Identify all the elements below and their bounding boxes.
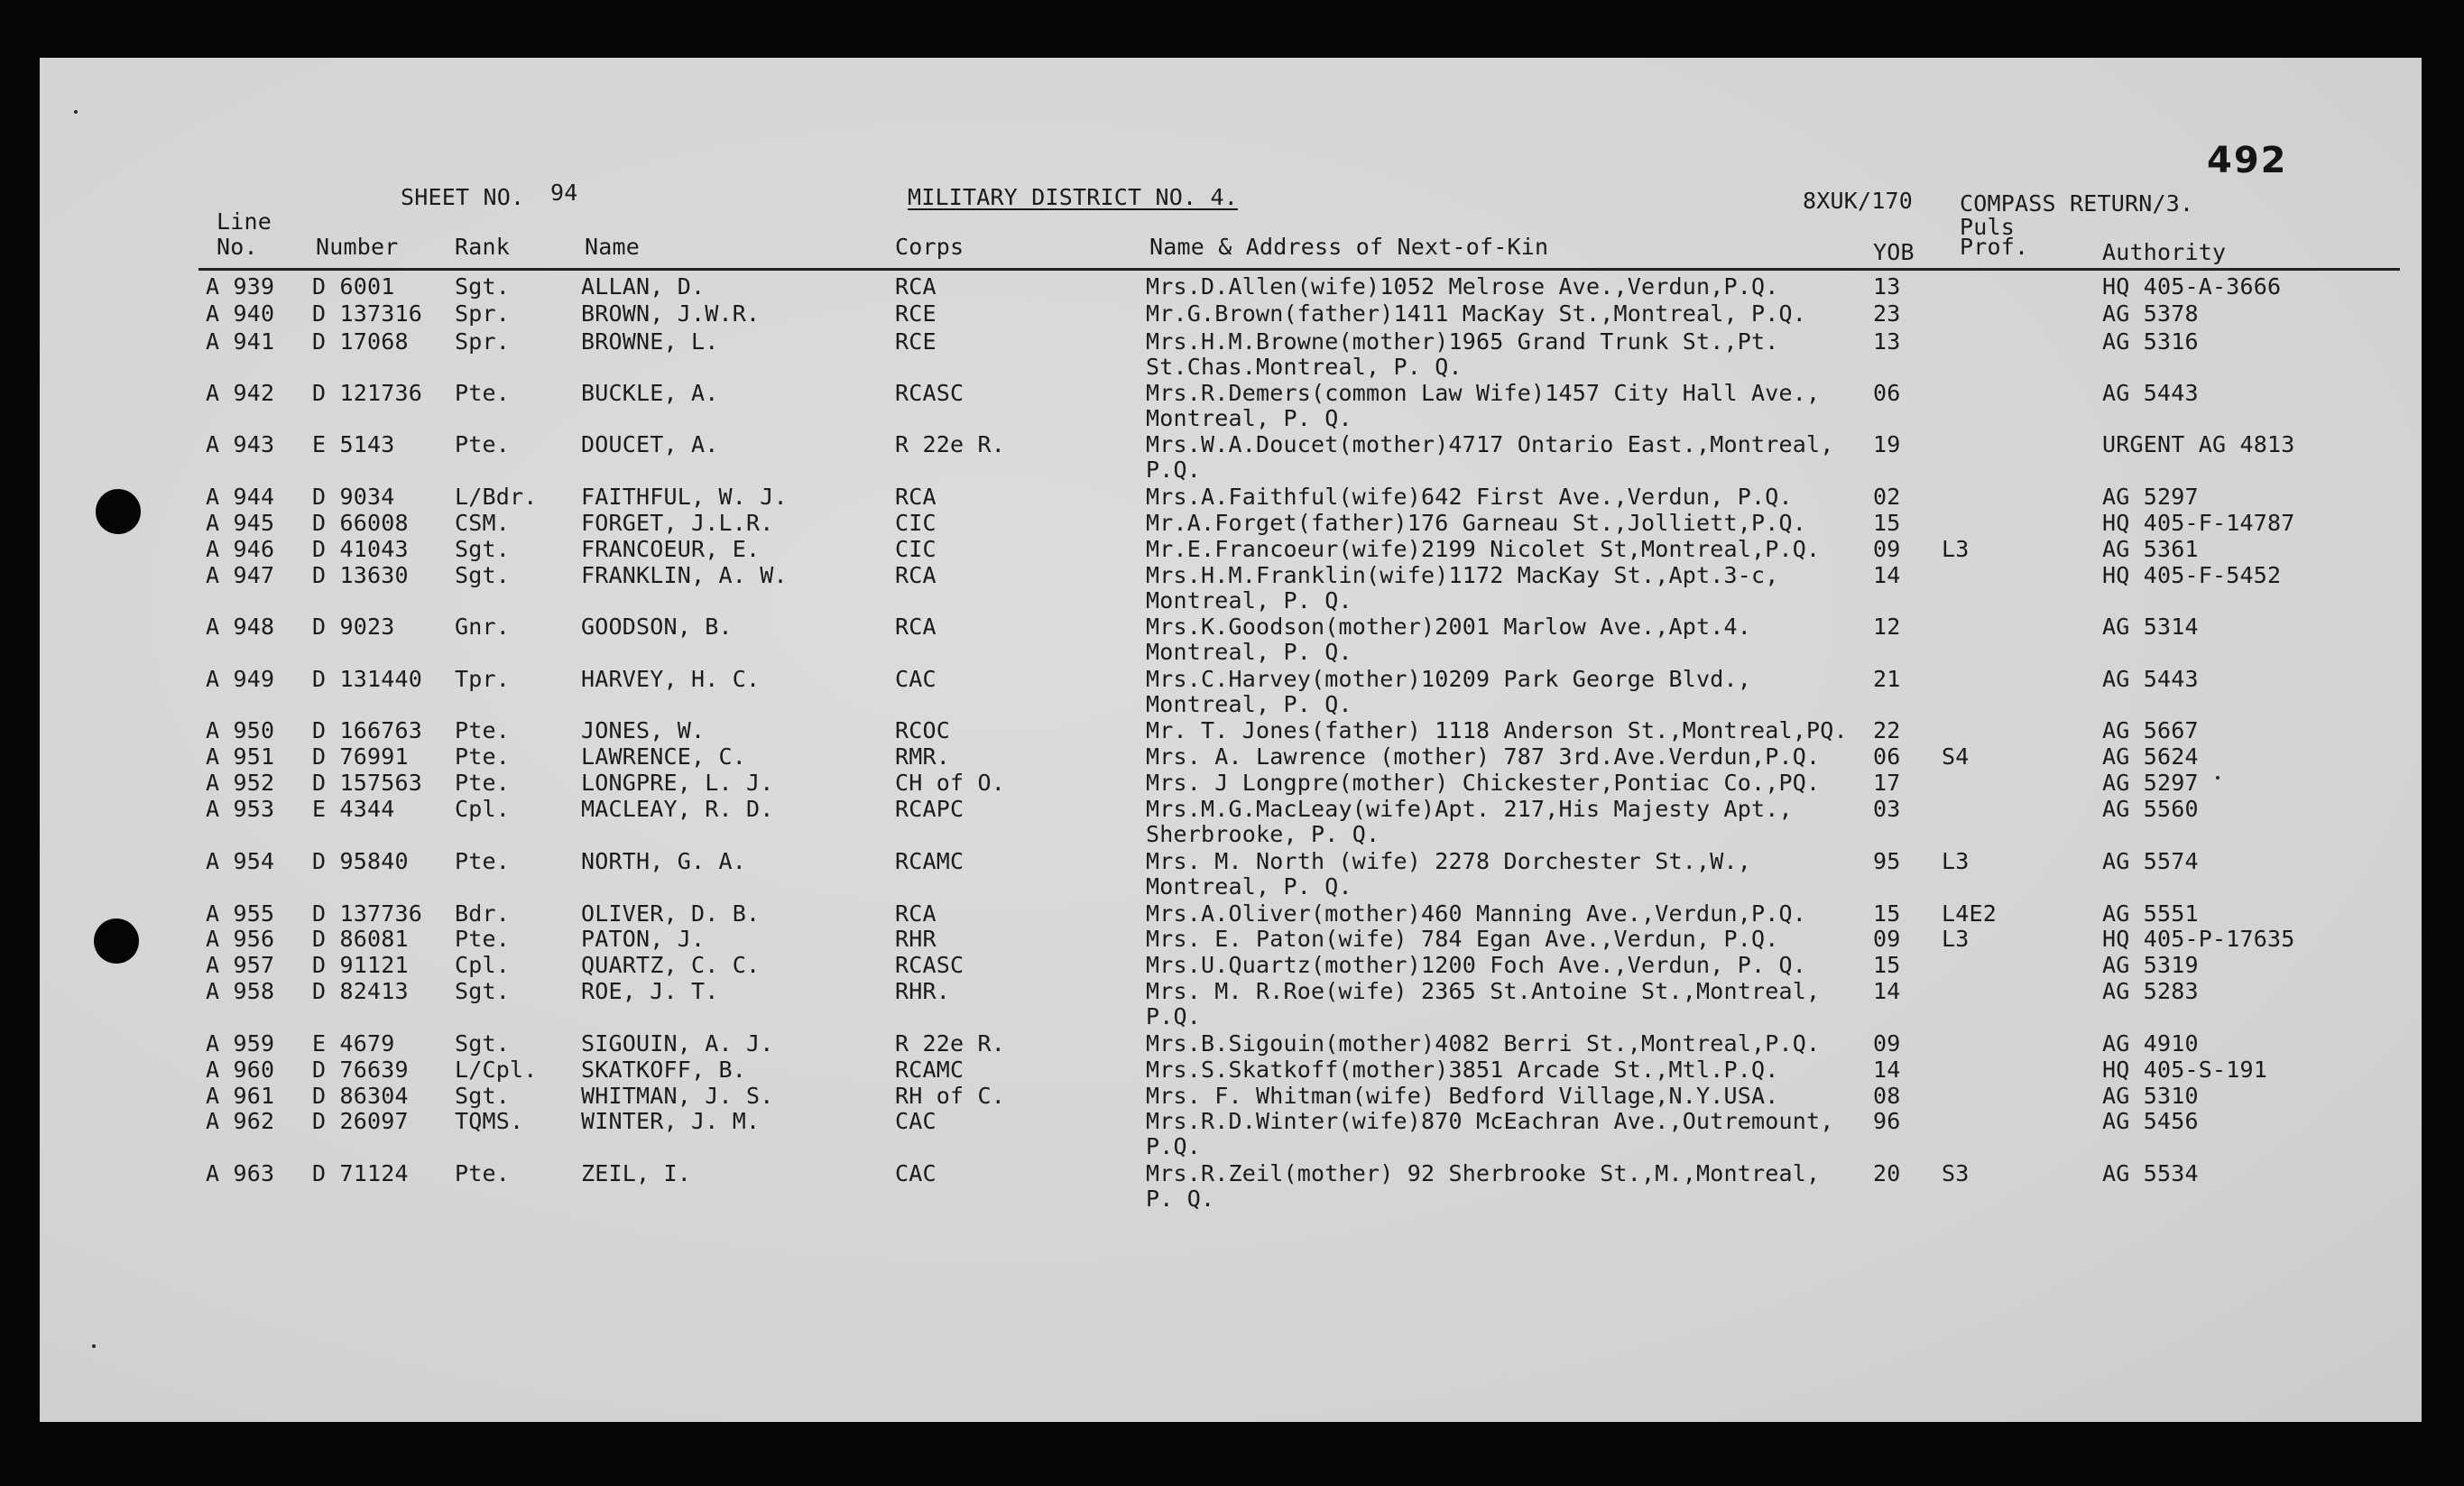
column-nok-header: Name & Address of Next-of-Kin xyxy=(1149,234,1549,260)
cell-corps: CAC xyxy=(895,1160,937,1186)
table-row xyxy=(40,1108,2422,1159)
cell-authority: AG 5378 xyxy=(2102,300,2199,327)
cell-next-of-kin: Mrs.A.Oliver(mother)460 Manning Ave.,Verdun,P.Q. xyxy=(1146,900,1807,927)
cell-authority: AG 5624 xyxy=(2102,743,2199,770)
cell-rank: Sgt. xyxy=(455,978,511,1004)
table-row xyxy=(40,1057,2422,1085)
cell-corps: CH of O. xyxy=(895,770,1006,796)
cell-yob: 14 xyxy=(1873,562,1901,588)
cell-name: FORGET, J.L.R. xyxy=(581,510,774,536)
table-row xyxy=(40,301,2422,328)
cell-authority: URGENT AG 4813 xyxy=(2102,431,2295,457)
table-row xyxy=(40,274,2422,301)
cell-corps: R 22e R. xyxy=(895,1030,1006,1057)
cell-rank: Sgt. xyxy=(455,273,511,300)
cell-name: ROE, J. T. xyxy=(581,978,719,1004)
table-row xyxy=(40,614,2422,665)
cell-next-of-kin-continued: Montreal, P. Q. xyxy=(1146,873,1352,900)
column-name-header: Name xyxy=(585,234,641,260)
cell-number: D 86304 xyxy=(312,1083,409,1109)
cell-corps: RCASC xyxy=(895,952,964,978)
cell-yob: 23 xyxy=(1873,300,1901,327)
cell-line: A 955 xyxy=(206,900,275,927)
cell-number: E 4344 xyxy=(312,796,395,822)
table-row xyxy=(40,771,2422,798)
cell-authority: AG 5574 xyxy=(2102,848,2199,874)
cell-yob: 09 xyxy=(1873,1030,1901,1057)
cell-number: D 95840 xyxy=(312,848,409,874)
cell-corps: RCASC xyxy=(895,380,964,406)
cell-corps: CAC xyxy=(895,666,937,692)
table-row xyxy=(40,848,2422,900)
cell-name: FRANCOEUR, E. xyxy=(581,536,761,562)
cell-next-of-kin: Mr.G.Brown(father)1411 MacKay St.,Montreal, P.Q. xyxy=(1146,300,1807,327)
cell-next-of-kin: Mrs.K.Goodson(mother)2001 Marlow Ave.,Apt.4. xyxy=(1146,614,1752,640)
cell-number: D 137736 xyxy=(312,900,423,927)
table-row xyxy=(40,485,2422,512)
cell-number: D 17068 xyxy=(312,328,409,355)
cell-corps: RH of C. xyxy=(895,1083,1006,1109)
cell-number: D 13630 xyxy=(312,562,409,588)
cell-authority: HQ 405-F-5452 xyxy=(2102,562,2282,588)
cell-number: D 76639 xyxy=(312,1057,409,1083)
cell-next-of-kin-continued: Montreal, P. Q. xyxy=(1146,639,1352,665)
cell-next-of-kin: Mrs.R.D.Winter(wife)870 McEachran Ave.,Outremount, xyxy=(1146,1108,1834,1134)
cell-corps: CIC xyxy=(895,536,937,562)
cell-number: E 5143 xyxy=(312,431,395,457)
cell-number: D 121736 xyxy=(312,380,423,406)
cell-name: GOODSON, B. xyxy=(581,614,733,640)
cell-next-of-kin-continued: Montreal, P. Q. xyxy=(1146,587,1352,614)
column-puls-header: Prof. xyxy=(1960,234,2029,260)
cell-name: WHITMAN, J. S. xyxy=(581,1083,774,1109)
cell-name: PATON, J. xyxy=(581,926,706,952)
cell-name: ZEIL, I. xyxy=(581,1160,692,1186)
cell-name: MACLEAY, R. D. xyxy=(581,796,774,822)
cell-line: A 949 xyxy=(206,666,275,692)
cell-line: A 940 xyxy=(206,300,275,327)
cell-line: A 960 xyxy=(206,1057,275,1083)
cell-authority: AG 5361 xyxy=(2102,536,2199,562)
cell-next-of-kin-continued: P.Q. xyxy=(1146,1003,1202,1029)
cell-corps: RCOC xyxy=(895,717,951,743)
table-row xyxy=(40,380,2422,431)
table-row xyxy=(40,431,2422,483)
cell-rank: Pte. xyxy=(455,743,511,770)
table-row xyxy=(40,927,2422,954)
cell-rank: TQMS. xyxy=(455,1108,524,1134)
cell-yob: 02 xyxy=(1873,484,1901,510)
cell-line: A 942 xyxy=(206,380,275,406)
cell-name: FAITHFUL, W. J. xyxy=(581,484,788,510)
cell-line: A 961 xyxy=(206,1083,275,1109)
cell-next-of-kin: Mrs.R.Zeil(mother) 92 Sherbrooke St.,M.,Montreal, xyxy=(1146,1160,1821,1186)
table-row xyxy=(40,901,2422,928)
cell-number: D 86081 xyxy=(312,926,409,952)
cell-yob: 03 xyxy=(1873,796,1901,822)
table-row xyxy=(40,1160,2422,1212)
cell-rank: Pte. xyxy=(455,1160,511,1186)
cell-next-of-kin-continued: Montreal, P. Q. xyxy=(1146,405,1352,431)
column-corps-header: Corps xyxy=(895,234,964,260)
cell-authority: AG 5283 xyxy=(2102,978,2199,1004)
cell-name: SIGOUIN, A. J. xyxy=(581,1030,774,1057)
cell-number: D 26097 xyxy=(312,1108,409,1134)
cell-corps: RHR xyxy=(895,926,937,952)
cell-authority: AG 5319 xyxy=(2102,952,2199,978)
cell-yob: 13 xyxy=(1873,273,1901,300)
cell-next-of-kin: Mrs. M. North (wife) 2278 Dorchester St.,W., xyxy=(1146,848,1752,874)
cell-next-of-kin-continued: P.Q. xyxy=(1146,457,1202,483)
cell-puls: L3 xyxy=(1942,536,1970,562)
cell-number: D 41043 xyxy=(312,536,409,562)
cell-corps: RCAPC xyxy=(895,796,964,822)
cell-next-of-kin: Mrs.B.Sigouin(mother)4082 Berri St.,Montreal,P.Q. xyxy=(1146,1030,1821,1057)
cell-rank: Pte. xyxy=(455,380,511,406)
table-row xyxy=(40,537,2422,564)
column-number-header: Number xyxy=(316,234,399,260)
table-row xyxy=(40,718,2422,745)
cell-yob: 15 xyxy=(1873,952,1901,978)
cell-number: D 82413 xyxy=(312,978,409,1004)
return-title: COMPASS RETURN/3. xyxy=(1960,190,2194,217)
cell-next-of-kin: Mrs.D.Allen(wife)1052 Melrose Ave.,Verdun,P.Q. xyxy=(1146,273,1779,300)
cell-line: A 941 xyxy=(206,328,275,355)
cell-corps: RCA xyxy=(895,562,937,588)
cell-yob: 15 xyxy=(1873,900,1901,927)
cell-name: LONGPRE, L. J. xyxy=(581,770,774,796)
cell-corps: RCE xyxy=(895,300,937,327)
table-row xyxy=(40,1084,2422,1111)
cell-authority: HQ 405-P-17635 xyxy=(2102,926,2295,952)
cell-yob: 15 xyxy=(1873,510,1901,536)
cell-line: A 951 xyxy=(206,743,275,770)
cell-line: A 962 xyxy=(206,1108,275,1134)
cell-name: LAWRENCE, C. xyxy=(581,743,747,770)
cell-rank: Sgt. xyxy=(455,1030,511,1057)
cell-corps: RCA xyxy=(895,484,937,510)
cell-name: WINTER, J. M. xyxy=(581,1108,761,1134)
cell-next-of-kin: Mr.E.Francoeur(wife)2199 Nicolet St,Montreal,P.Q. xyxy=(1146,536,1821,562)
cell-corps: RCAMC xyxy=(895,848,964,874)
cell-authority: AG 5443 xyxy=(2102,380,2199,406)
cell-rank: Tpr. xyxy=(455,666,511,692)
cell-line: A 959 xyxy=(206,1030,275,1057)
cell-number: D 91121 xyxy=(312,952,409,978)
cell-line: A 944 xyxy=(206,484,275,510)
cell-rank: Gnr. xyxy=(455,614,511,640)
cell-number: D 6001 xyxy=(312,273,395,300)
cell-rank: Sgt. xyxy=(455,536,511,562)
cell-corps: RCA xyxy=(895,273,937,300)
table-row xyxy=(40,953,2422,980)
cell-puls: S4 xyxy=(1942,743,1970,770)
column-line-header: No. xyxy=(217,234,258,260)
cell-yob: 08 xyxy=(1873,1083,1901,1109)
cell-next-of-kin: Mrs.R.Demers(common Law Wife)1457 City Hall Ave., xyxy=(1146,380,1821,406)
cell-next-of-kin: Mrs.A.Faithful(wife)642 First Ave.,Verdun, P.Q. xyxy=(1146,484,1793,510)
column-puls-top: Puls xyxy=(1960,214,2016,240)
cell-rank: Pte. xyxy=(455,717,511,743)
speck-mark xyxy=(74,110,78,114)
cell-line: A 957 xyxy=(206,952,275,978)
cell-corps: RCA xyxy=(895,614,937,640)
cell-line: A 947 xyxy=(206,562,275,588)
cell-rank: L/Bdr. xyxy=(455,484,538,510)
cell-line: A 948 xyxy=(206,614,275,640)
cell-authority: AG 5297 xyxy=(2102,484,2199,510)
cell-next-of-kin-continued: St.Chas.Montreal, P. Q. xyxy=(1146,354,1463,380)
reference-code: 8XUK/170 xyxy=(1803,188,1914,214)
cell-next-of-kin: Mrs. A. Lawrence (mother) 787 3rd.Ave.Verdun,P.Q. xyxy=(1146,743,1821,770)
cell-line: A 945 xyxy=(206,510,275,536)
cell-yob: 12 xyxy=(1873,614,1901,640)
cell-yob: 14 xyxy=(1873,1057,1901,1083)
cell-rank: Bdr. xyxy=(455,900,511,927)
cell-authority: AG 5314 xyxy=(2102,614,2199,640)
table-row xyxy=(40,796,2422,847)
cell-authority: AG 5667 xyxy=(2102,717,2199,743)
cell-next-of-kin: Mr. T. Jones(father) 1118 Anderson St.,Montreal,PQ. xyxy=(1146,717,1848,743)
cell-name: DOUCET, A. xyxy=(581,431,719,457)
header-rule xyxy=(198,268,2400,271)
cell-name: FRANKLIN, A. W. xyxy=(581,562,788,588)
cell-next-of-kin-continued: P. Q. xyxy=(1146,1186,1215,1212)
cell-yob: 21 xyxy=(1873,666,1901,692)
cell-line: A 958 xyxy=(206,978,275,1004)
cell-authority: AG 5551 xyxy=(2102,900,2199,927)
cell-yob: 20 xyxy=(1873,1160,1901,1186)
cell-next-of-kin: Mr.A.Forget(father)176 Garneau St.,Jolliett,P.Q. xyxy=(1146,510,1807,536)
table-row xyxy=(40,562,2422,614)
cell-yob: 22 xyxy=(1873,717,1901,743)
cell-yob: 06 xyxy=(1873,380,1901,406)
cell-rank: Pte. xyxy=(455,431,511,457)
cell-corps: R 22e R. xyxy=(895,431,1006,457)
cell-next-of-kin: Mrs.C.Harvey(mother)10209 Park George Blvd., xyxy=(1146,666,1752,692)
cell-authority: AG 5534 xyxy=(2102,1160,2199,1186)
cell-yob: 14 xyxy=(1873,978,1901,1004)
cell-next-of-kin: Mrs. E. Paton(wife) 784 Egan Ave.,Verdun, P.Q. xyxy=(1146,926,1779,952)
cell-name: ALLAN, D. xyxy=(581,273,706,300)
cell-name: BROWN, J.W.R. xyxy=(581,300,761,327)
cell-next-of-kin: Mrs.S.Skatkoff(mother)3851 Arcade St.,Mtl.P.Q. xyxy=(1146,1057,1779,1083)
cell-puls: L4E2 xyxy=(1942,900,1998,927)
cell-puls: L3 xyxy=(1942,848,1970,874)
cell-number: D 76991 xyxy=(312,743,409,770)
cell-yob: 95 xyxy=(1873,848,1901,874)
cell-line: A 946 xyxy=(206,536,275,562)
cell-name: NORTH, G. A. xyxy=(581,848,747,874)
cell-authority: AG 4910 xyxy=(2102,1030,2199,1057)
cell-puls: S3 xyxy=(1942,1160,1970,1186)
cell-number: D 71124 xyxy=(312,1160,409,1186)
cell-rank: Sgt. xyxy=(455,562,511,588)
cell-corps: RCA xyxy=(895,900,937,927)
cell-corps: RMR. xyxy=(895,743,951,770)
cell-number: D 9034 xyxy=(312,484,395,510)
cell-number: D 131440 xyxy=(312,666,423,692)
cell-corps: CIC xyxy=(895,510,937,536)
cell-name: OLIVER, D. B. xyxy=(581,900,761,927)
cell-authority: AG 5443 xyxy=(2102,666,2199,692)
cell-authority: AG 5316 xyxy=(2102,328,2199,355)
cell-yob: 09 xyxy=(1873,536,1901,562)
cell-number: D 66008 xyxy=(312,510,409,536)
cell-next-of-kin-continued: Montreal, P. Q. xyxy=(1146,691,1352,717)
cell-yob: 13 xyxy=(1873,328,1901,355)
cell-next-of-kin: Mrs. J Longpre(mother) Chickester,Pontiac Co.,PQ. xyxy=(1146,770,1821,796)
cell-line: A 952 xyxy=(206,770,275,796)
cell-rank: Cpl. xyxy=(455,952,511,978)
cell-next-of-kin: Mrs.H.M.Franklin(wife)1172 MacKay St.,Apt.3-c, xyxy=(1146,562,1779,588)
cell-corps: RCAMC xyxy=(895,1057,964,1083)
cell-line: A 953 xyxy=(206,796,275,822)
district-title: MILITARY DISTRICT NO. 4. xyxy=(908,184,1239,210)
cell-line: A 956 xyxy=(206,926,275,952)
cell-name: BUCKLE, A. xyxy=(581,380,719,406)
cell-authority: HQ 405-F-14787 xyxy=(2102,510,2295,536)
cell-number: D 9023 xyxy=(312,614,395,640)
cell-corps: CAC xyxy=(895,1108,937,1134)
column-line-top: Line xyxy=(217,208,272,235)
cell-yob: 96 xyxy=(1873,1108,1901,1134)
cell-next-of-kin: Mrs.M.G.MacLeay(wife)Apt. 217,His Majesty Apt., xyxy=(1146,796,1793,822)
cell-line: A 954 xyxy=(206,848,275,874)
cell-rank: Pte. xyxy=(455,848,511,874)
cell-next-of-kin: Mrs. F. Whitman(wife) Bedford Village,N.Y.USA. xyxy=(1146,1083,1779,1109)
cell-authority: HQ 405-S-191 xyxy=(2102,1057,2268,1083)
cell-authority: AG 5456 xyxy=(2102,1108,2199,1134)
cell-number: D 157563 xyxy=(312,770,423,796)
cell-line: A 963 xyxy=(206,1160,275,1186)
cell-rank: CSM. xyxy=(455,510,511,536)
cell-next-of-kin-continued: P.Q. xyxy=(1146,1133,1202,1159)
cell-number: D 137316 xyxy=(312,300,423,327)
cell-authority: HQ 405-A-3666 xyxy=(2102,273,2282,300)
cell-next-of-kin: Mrs.W.A.Doucet(mother)4717 Ontario East.,Montreal, xyxy=(1146,431,1834,457)
cell-next-of-kin: Mrs.U.Quartz(mother)1200 Foch Ave.,Verdun, P. Q. xyxy=(1146,952,1807,978)
cell-name: QUARTZ, C. C. xyxy=(581,952,761,978)
sheet-number: 94 xyxy=(550,180,578,206)
record-card xyxy=(40,58,2422,1422)
table-row xyxy=(40,978,2422,1029)
cell-next-of-kin: Mrs. M. R.Roe(wife) 2365 St.Antoine St.,Montreal, xyxy=(1146,978,1821,1004)
cell-rank: L/Cpl. xyxy=(455,1057,538,1083)
table-row xyxy=(40,1031,2422,1058)
cell-authority: AG 5310 xyxy=(2102,1083,2199,1109)
cell-name: BROWNE, L. xyxy=(581,328,719,355)
cell-yob: 09 xyxy=(1873,926,1901,952)
column-yob-header: YOB xyxy=(1873,239,1915,265)
cell-name: JONES, W. xyxy=(581,717,706,743)
cell-rank: Spr. xyxy=(455,300,511,327)
cell-yob: 17 xyxy=(1873,770,1901,796)
cell-rank: Cpl. xyxy=(455,796,511,822)
table-row xyxy=(40,328,2422,380)
cell-yob: 19 xyxy=(1873,431,1901,457)
cell-corps: RHR. xyxy=(895,978,951,1004)
cell-number: D 166763 xyxy=(312,717,423,743)
cell-name: HARVEY, H. C. xyxy=(581,666,761,692)
cell-line: A 943 xyxy=(206,431,275,457)
cell-authority: AG 5560 xyxy=(2102,796,2199,822)
table-row xyxy=(40,511,2422,538)
table-row xyxy=(40,666,2422,717)
cell-authority: AG 5297 xyxy=(2102,770,2199,796)
cell-corps: RCE xyxy=(895,328,937,355)
cell-next-of-kin: Mrs.H.M.Browne(mother)1965 Grand Trunk St.,Pt. xyxy=(1146,328,1779,355)
cell-next-of-kin-continued: Sherbrooke, P. Q. xyxy=(1146,821,1380,847)
column-authority-header: Authority xyxy=(2102,239,2227,265)
cell-yob: 06 xyxy=(1873,743,1901,770)
column-rank-header: Rank xyxy=(455,234,511,260)
cell-puls: L3 xyxy=(1942,926,1970,952)
speck-mark xyxy=(92,1344,96,1348)
cell-rank: Sgt. xyxy=(455,1083,511,1109)
table-row xyxy=(40,744,2422,771)
cell-rank: Spr. xyxy=(455,328,511,355)
cell-name: SKATKOFF, B. xyxy=(581,1057,747,1083)
page-number-stamp: 492 xyxy=(2207,140,2288,181)
cell-rank: Pte. xyxy=(455,926,511,952)
cell-line: A 939 xyxy=(206,273,275,300)
cell-rank: Pte. xyxy=(455,770,511,796)
cell-number: E 4679 xyxy=(312,1030,395,1057)
sheet-label: SHEET NO. xyxy=(401,184,525,210)
cell-line: A 950 xyxy=(206,717,275,743)
